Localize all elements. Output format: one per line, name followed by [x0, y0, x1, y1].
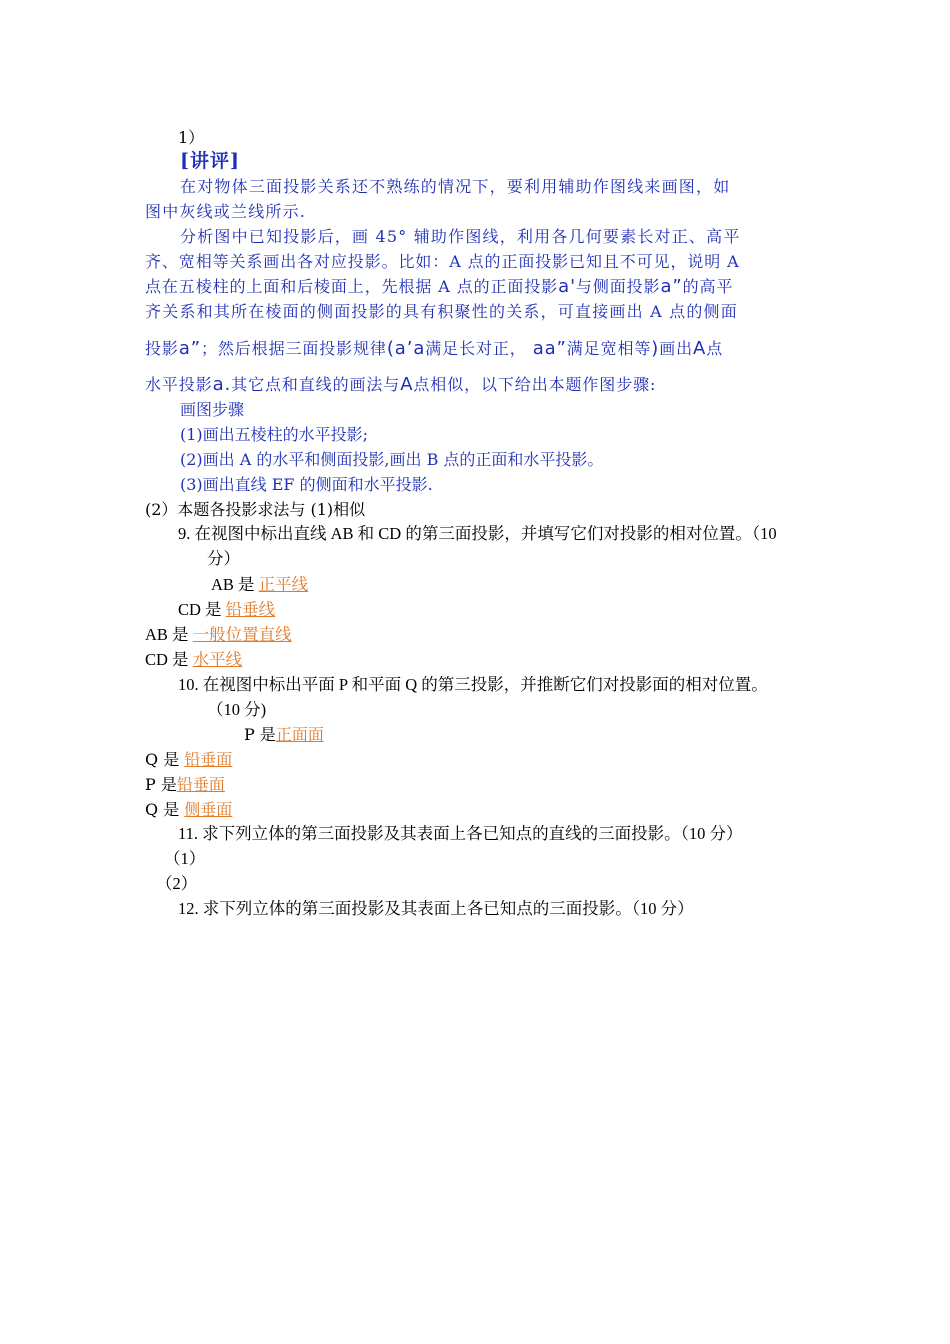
answer-value: 正平线 [258, 575, 309, 594]
answer-label: CD 是 [178, 600, 226, 619]
question-9-answer-1 [211, 575, 308, 595]
text-run: 点在五棱柱的上面和后棱面上，先根据 A 点的正面投影 [145, 277, 559, 296]
question-12-text: 12. 求下列立体的第三面投影及其表面上各已知点的三面投影。（10 分） [178, 899, 694, 918]
question-10-answer-1 [244, 725, 324, 745]
answer-label: Q 是 [145, 800, 185, 819]
review-paragraph-2-line-5 [145, 339, 723, 359]
text-run: 投影 [145, 339, 179, 358]
text-run: 与侧面投影 [575, 277, 661, 296]
answer-label: CD 是 [145, 650, 193, 669]
review-paragraph-2-line-4: 齐关系和其所在棱面的侧面投影的具有积聚性的关系，可直接画出 A 点的侧面 [145, 302, 738, 321]
question-10-points: （10 分) [207, 700, 267, 719]
drawing-step-1: (1)画出五棱柱的水平投影; [180, 425, 369, 444]
question-9-answer-2 [178, 600, 275, 620]
drawing-step-2: (2)画出 A 的水平和侧面投影,画出 B 点的正面和水平投影。 [180, 450, 604, 469]
item-1-label: 1） [178, 128, 205, 147]
review-paragraph-2-line-2: 齐、宽相等关系画出各对应投影。比如：A 点的正面投影已知且不可见，说明 A [145, 252, 740, 271]
point-a-horizontal-projection: a. [212, 374, 232, 395]
question-9-answer-4 [145, 650, 242, 670]
question-10-answer-4 [145, 800, 232, 820]
answer-value: 正面面 [275, 725, 324, 744]
answer-value: 铅垂线 [225, 600, 276, 619]
answer-label: P 是 [244, 725, 276, 744]
drawing-step-3: (3)画出直线 EF 的侧面和水平投影. [180, 475, 433, 494]
review-paragraph-2-line-1: 分析图中已知投影后，画 45° 辅助作图线，利用各几何要素长对正、高平 [180, 227, 741, 246]
answer-label: P 是 [145, 775, 177, 794]
text-run: 画出 [659, 339, 694, 358]
question-9-answer-3 [145, 625, 292, 645]
answer-label: AB 是 [211, 575, 259, 594]
point-a-side-projection: a” [178, 338, 201, 359]
text-run: 点相似，以下给出本题作图步骤: [413, 375, 657, 394]
text-run: 点 [706, 339, 724, 358]
item-2-note: (2）本题各投影求法与 (1)相似 [145, 500, 366, 519]
text-run: 满足长对正， [425, 339, 527, 358]
projection-notation: (a’a [386, 338, 426, 359]
review-heading: [讲评] [180, 150, 240, 172]
review-paragraph-1-line-1: 在对物体三面投影关系还不熟练的情况下，要利用辅助作图线来画图，如 [180, 177, 731, 196]
point-a-label: A [693, 338, 707, 359]
point-a-front-projection: a' [558, 276, 576, 297]
question-10-answer-3 [145, 775, 225, 795]
point-a-side-projection: a” [660, 276, 683, 297]
review-paragraph-1-line-2: 图中灰线或兰线所示. [145, 202, 307, 221]
answer-value: 铅垂面 [176, 775, 225, 794]
question-9-points: 分） [207, 549, 240, 568]
answer-label: AB 是 [145, 625, 193, 644]
answer-value: 侧垂面 [184, 800, 233, 819]
text-run: 满足宽相等 [566, 339, 652, 358]
point-a-label: A [400, 374, 414, 395]
text-run: ) [651, 338, 660, 359]
answer-value: 水平线 [192, 650, 243, 669]
question-11-part-2: （2） [156, 874, 198, 893]
review-paragraph-2-line-3 [145, 277, 733, 297]
question-11-text: 11. 求下列立体的第三面投影及其表面上各已知点的直线的三面投影。（10 分） [178, 824, 743, 843]
text-run: 其它点和直线的画法与 [231, 375, 401, 394]
question-9-text: 9. 在视图中标出直线 AB 和 CD 的第三面投影，并填写它们对投影的相对位置。（10 [178, 524, 777, 543]
drawing-steps-title: 画图步骤 [180, 400, 245, 419]
review-paragraph-2-line-6 [145, 375, 656, 395]
question-11-part-1: （1） [164, 849, 206, 868]
projection-notation: aa” [532, 338, 567, 359]
text-run: 的高平 [682, 277, 734, 296]
text-run: 水平投影 [145, 375, 213, 394]
answer-label: Q 是 [145, 750, 185, 769]
question-10-text: 10. 在视图中标出平面 P 和平面 Q 的第三投影，并推断它们对投影面的相对位置。 [178, 675, 768, 694]
answer-value: 一般位置直线 [192, 625, 292, 644]
answer-value: 铅垂面 [184, 750, 233, 769]
text-run: ；然后根据三面投影规律 [200, 339, 387, 358]
question-10-answer-2 [145, 750, 232, 770]
